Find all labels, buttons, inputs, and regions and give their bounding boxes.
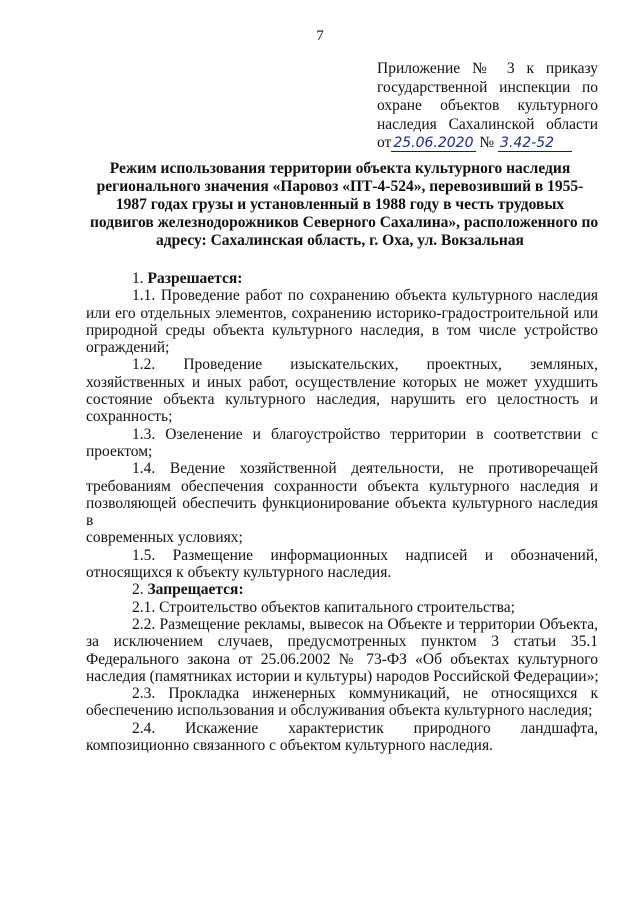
paragraph-first-line: 1.4. Ведение хозяйственной деятельности, не противоречащей <box>132 460 598 478</box>
document-body <box>86 270 598 754</box>
paragraph-line: Федерального закона от 25.06.2002 № 73-ФЗ «Об объектах культурного <box>86 650 598 668</box>
paragraph-first-line: 2.3. Прокладка инженерных коммуникаций, не относящихся к <box>132 685 598 703</box>
appendix-line: государственной инспекции по <box>377 78 598 96</box>
section-heading <box>86 270 598 287</box>
paragraph-last-line: относящихся к объекту культурного наследия. <box>86 564 392 582</box>
paragraph-line: за исключением случаев, предусмотренных пунктом 3 статьи 35.1 <box>86 633 598 651</box>
section-heading <box>86 581 598 598</box>
appendix-line: охране объектов культурного <box>377 97 598 115</box>
appendix-line: Приложение № 3 к приказу <box>377 60 598 77</box>
title-line: адресу: Сахалинская область, г. Оха, ул. Вокзальная <box>156 232 524 249</box>
title-line: регионального значения «Паровоз «ПТ-4-524», перевозивший в 1955- <box>96 178 584 195</box>
page-number: 7 <box>316 28 324 44</box>
paragraph-last-line: проектом; <box>86 442 153 460</box>
paragraph-line: требованиям обеспечения сохранности объекта культурного наследия и <box>86 477 598 495</box>
paragraph-first-line: 2.2. Размещение рекламы, вывесок на Объекте и территории Объекта, <box>132 615 598 633</box>
paragraph-line: позволяющей обеспечить функционирование объекта культурного наследия в <box>86 494 598 530</box>
paragraph-first-line: 1.2. Проведение изыскательских, проектных, земляных, <box>132 356 598 374</box>
section-number: 1. <box>132 270 144 287</box>
handwritten-date: 25.06.2020 <box>393 135 474 152</box>
paragraph-line: хозяйственных и иных работ, осуществление которых не может ухудшить <box>86 373 598 391</box>
paragraph-first-line: 2.1. Строительство объектов капитального строительства; <box>132 598 515 616</box>
handwritten-number: 3.42-52 <box>498 136 572 152</box>
paragraph-line: природной среды объекта культурного наследия, в том числе устройство <box>86 321 598 339</box>
paragraph-first-line: 1.5. Размещение информационных надписей и обозначений, <box>132 546 598 564</box>
appendix-date-line <box>377 134 598 153</box>
paragraph-last-line: обеспечению использования и обслуживания объекта культурного наследия; <box>86 702 593 720</box>
paragraph-last-line: современных условиях; <box>86 529 243 547</box>
number-prefix: № <box>479 134 495 152</box>
paragraph-first-line: 1.1. Проведение работ по сохранению объекта культурного наследия <box>132 287 598 305</box>
title-line: подвигов железнодорожников Северного Сахалина», расположенного по <box>90 214 599 231</box>
paragraph-last-line: ограждений; <box>86 339 170 357</box>
section-heading-text: Разрешается: <box>147 270 243 287</box>
section-heading-text: Запрещается: <box>147 581 244 599</box>
paragraph-last-line: наследия (памятниках истории и культуры) народов Российской Федерации»; <box>86 667 599 685</box>
document-title <box>90 160 599 250</box>
paragraph-last-line: композиционно связанного с объектом культурного наследия. <box>86 737 493 755</box>
date-prefix: от <box>377 134 392 152</box>
appendix-line: наследия Сахалинской области <box>377 115 598 133</box>
paragraph-first-line: 2.4. Искажение характеристик природного ландшафта, <box>132 719 598 737</box>
paragraph-line: или его отдельных элементов, сохранению историко-градостроительной или <box>86 304 598 322</box>
title-line: 1987 годах грузы и установленный в 1988 году в честь трудовых <box>115 196 565 213</box>
paragraph-first-line: 1.3. Озеленение и благоустройство территории в соответствии с <box>132 425 598 443</box>
title-line: Режим использования территории объекта культурного наследия <box>109 160 571 177</box>
paragraph-last-line: сохранность; <box>86 408 173 426</box>
paragraph-line: состояние объекта культурного наследия, нарушить его целостность и <box>86 391 598 409</box>
section-number: 2. <box>132 581 144 599</box>
appendix-block <box>377 60 598 153</box>
